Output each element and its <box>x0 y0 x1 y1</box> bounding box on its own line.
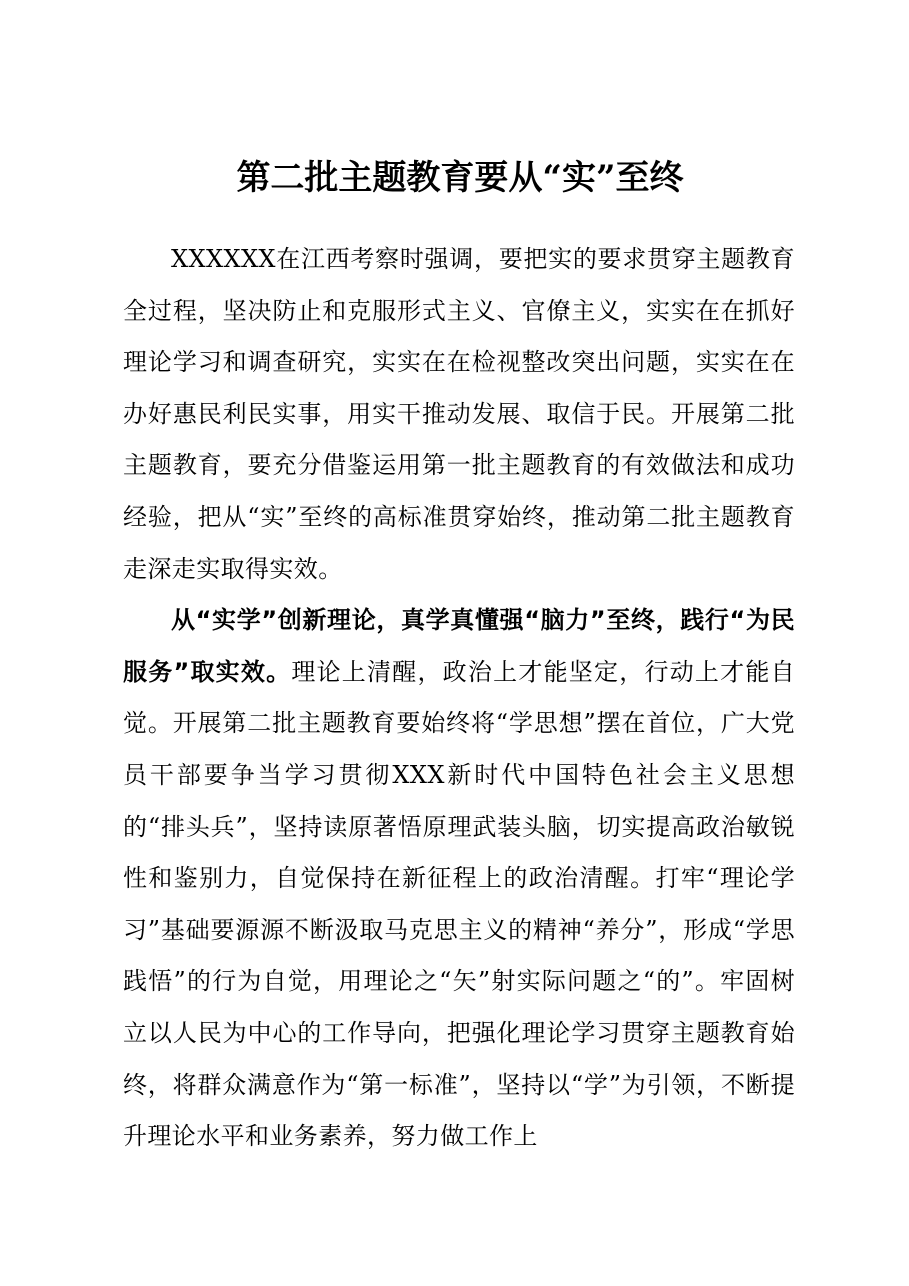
paragraph-intro <box>123 234 795 595</box>
paragraph-section-1 <box>123 595 795 1163</box>
document-title: 第二批主题教育要从“实”至终 <box>236 158 684 198</box>
document-body <box>123 234 795 1163</box>
paragraph-intro-text: XXXXXX在江西考察时强调，要把实的要求贯穿主题教育全过程，坚决防止和克服形式主义、官僚主义，实实在在抓好理论学习和调查研究，实实在在检视整改突出问题，实实在在办好惠民利民实事，用实干推动发展、取信于民。开展第二批主题教育，要充分借鉴运用第一批主题教育的有效做法和成功经验，把从“实”至终的高标准贯穿始终，推动第二批主题教育走深走实取得实效。 <box>123 245 795 583</box>
paragraph-section-1-text: 理论上清醒，政治上才能坚定，行动上才能自觉。开展第二批主题教育要始终将“学思想”摆在首位，广大党员干部要争当学习贯彻XXX新时代中国特色社会主义思想的“排头兵”，坚持读原著悟原理武装头脑，切实提高政治敏锐性和鉴别力，自觉保持在新征程上的政治清醒。打牢“理论学习”基础要源源不断汲取马克思主义的精神“养分”，形成“学思践悟”的行为自觉，用理论之“矢”射实际问题之“的”。牢固树立以人民为中心的工作导向，把强化理论学习贯穿主题教育始终，将群众满意作为“第一标准”，坚持以“学”为引领，不断提升理论水平和业务素养，努力做工作上 <box>123 657 795 1151</box>
paragraph-section-1-heading: 从“实学”创新理论，真学真懂强“脑力”至终，践行“为民服务”取实效。 <box>123 606 795 686</box>
